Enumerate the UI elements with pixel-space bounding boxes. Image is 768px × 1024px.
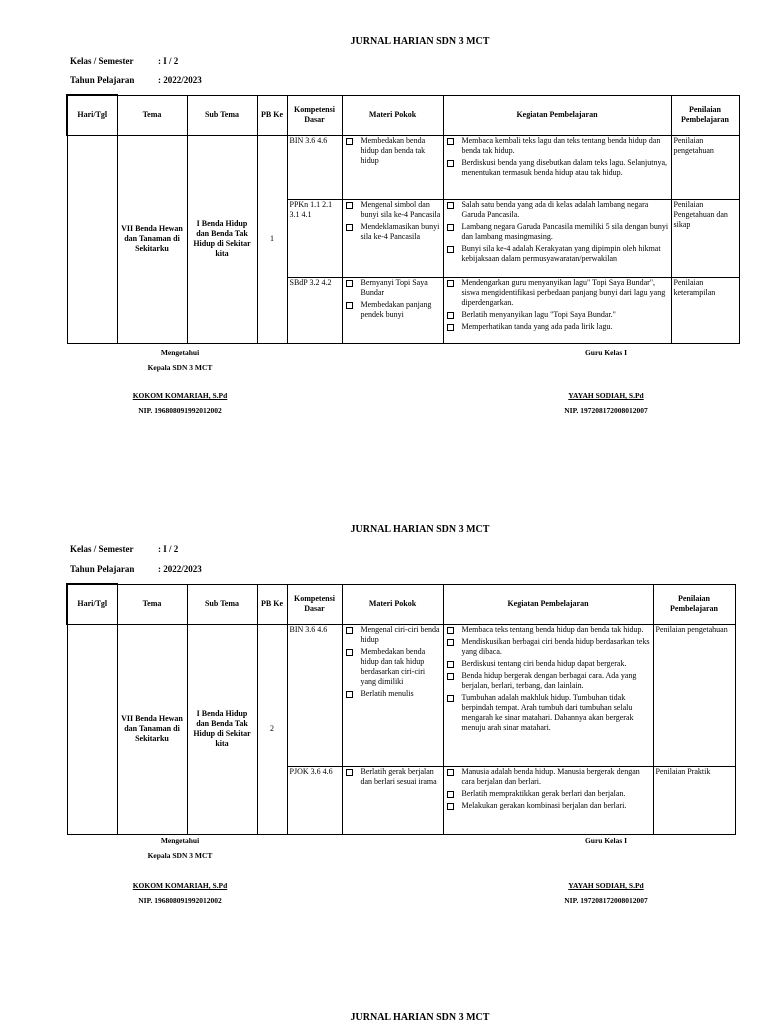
subtema-cell: I Benda Hidup dan Benda Tak Hidup di Sekitar kita [187, 624, 257, 834]
kegiatan-cell [443, 199, 671, 277]
penilaian-cell: Penilaian keterampilan [671, 277, 739, 343]
materi-cell [342, 766, 443, 834]
list-item: Mengenal ciri-ciri benda hidup [345, 625, 441, 645]
kepala-nip: NIP. 196808091992012002 [138, 896, 222, 905]
kepala-name: KOKOM KOMARIAH, S.Pd [132, 391, 228, 400]
kd-cell: BIN 3.6 4.6 [287, 135, 342, 199]
penilaian-cell: Penilaian Pengetahuan dan sikap [671, 199, 739, 277]
list-item: Membedakan benda hidup dan benda tak hidup [345, 136, 441, 166]
kegiatan-cell [443, 766, 653, 834]
kegiatan-cell [443, 135, 671, 199]
list-item: Mendiskusikan berbagai ciri benda hidup berdasarkan teks yang dibaca. [446, 637, 651, 657]
pb-cell: 1 [257, 135, 287, 343]
guru-name: YAYAH SODIAH, S.Pd [568, 391, 644, 400]
header-tema: Tema [117, 95, 187, 135]
kd-cell: PJOK 3.6 4.6 [287, 766, 342, 834]
tema-cell: VII Benda Hewan dan Tanaman di Sekitarku [117, 624, 187, 834]
subtema-cell: I Benda Hidup dan Benda Tak Hidup di Sekitar kita [187, 135, 257, 343]
list-item: Berlatih menyanyikan lagu "Topi Saya Bundar." [446, 310, 669, 320]
guru-name: YAYAH SODIAH, S.Pd [568, 881, 644, 890]
journal-2-title: JURNAL HARIAN SDN 3 MCT [350, 524, 490, 535]
mengetahui-label: Mengetahui [160, 348, 200, 357]
kd-cell: SBdP 3.2 4.2 [287, 277, 342, 343]
hari-cell [67, 135, 117, 343]
materi-cell [342, 199, 443, 277]
list-item: Membedakan panjang pendek bunyi [345, 300, 441, 320]
header-row [67, 584, 735, 624]
list-item: Membaca teks tentang benda hidup dan benda tak hidup. [446, 625, 651, 635]
journal-1-title: JURNAL HARIAN SDN 3 MCT [350, 36, 490, 47]
header-kegiatan: Kegiatan Pembelajaran [443, 95, 671, 135]
materi-cell [342, 624, 443, 766]
guru-label: Guru Kelas I [584, 836, 628, 845]
journal-2-tahun: Tahun Pelajaran : 2022/2023 [70, 564, 202, 574]
kepala-label: Kepala SDN 3 MCT [147, 363, 213, 372]
list-item: Lambang negara Garuda Pancasila memiliki 5 sila dengan bunyi dan lambang masingmasing. [446, 222, 669, 242]
list-item: Mendeklamasikan bunyi sila ke-4 Pancasila [345, 222, 441, 242]
header-kegiatan: Kegiatan Pembelajaran [443, 584, 653, 624]
table-row [67, 135, 739, 199]
header-subtema: Sub Tema [187, 95, 257, 135]
list-item: Bunyi sila ke-4 adalah Kerakyatan yang dipimpin oleh hikmat kebijaksaan dalam permusyawaratan/perwakilan [446, 244, 669, 264]
kegiatan-cell [443, 624, 653, 766]
list-item: Membaca kembali teks lagu dan teks tentang benda hidup dan benda tak hidup. [446, 136, 669, 156]
header-pb: PB Ke [257, 95, 287, 135]
header-pb: PB Ke [257, 584, 287, 624]
journal-2-kelas: Kelas / Semester : I / 2 [70, 544, 179, 554]
guru-nip: NIP. 197208172008012007 [564, 896, 648, 905]
list-item: Tumbuhan adalah makhluk hidup. Tumbuhan tidak berpindah tempat. Arah tumbuh dari tumbuhan selalu mengarah ke sinar matahari. Dahannya akan bergerak menuju arah sinar matahari. [446, 693, 651, 733]
journal-1-table [66, 94, 740, 344]
materi-cell [342, 135, 443, 199]
penilaian-cell: Penilaian pengetahuan [653, 624, 735, 766]
list-item: Berdiskusi benda yang disebutkan dalam teks lagu. Selanjutnya, menentukan termasuk benda hidup atau tak hidup. [446, 158, 669, 178]
header-kd: Kompetensi Dasar [287, 95, 342, 135]
list-item: Membedakan benda hidup dan tak hidup berdasarkan ciri-ciri yang dimiliki [345, 647, 441, 687]
header-kd: Kompetensi Dasar [287, 584, 342, 624]
pb-cell: 2 [257, 624, 287, 834]
list-item: Manusia adalah benda hidup. Manusia bergerak dengan cara berjalan dan berlari. [446, 767, 651, 787]
header-penilaian: Penilaian Pembelajaran [653, 584, 735, 624]
journal-2-table [66, 583, 736, 835]
list-item: Memperhatikan tanda yang ada pada lirik lagu. [446, 322, 669, 332]
list-item: Melakukan gerakan kombinasi berjalan dan berlari. [446, 801, 651, 811]
list-item: Mengenal simbol dan bunyi sila ke-4 Pancasila [345, 200, 441, 220]
header-tema: Tema [117, 584, 187, 624]
kepala-nip: NIP. 196808091992012002 [138, 406, 222, 415]
table-row [67, 624, 735, 766]
penilaian-cell: Penilaian Praktik [653, 766, 735, 834]
journal-1-tahun: Tahun Pelajaran : 2022/2023 [70, 75, 202, 85]
journal-1-kelas: Kelas / Semester : I / 2 [70, 56, 179, 66]
list-item: Berdiskusi tentang ciri benda hidup dapat bergerak. [446, 659, 651, 669]
list-item: Benda hidup bergerak dengan berbagai cara. Ada yang berjalan, berlari, terbang, dan lainlain. [446, 671, 651, 691]
materi-cell [342, 277, 443, 343]
header-row [67, 95, 739, 135]
kepala-label: Kepala SDN 3 MCT [147, 851, 213, 860]
header-materi: Materi Pokok [342, 95, 443, 135]
kepala-name: KOKOM KOMARIAH, S.Pd [132, 881, 228, 890]
kegiatan-cell [443, 277, 671, 343]
kd-cell: BIN 3.6 4.6 [287, 624, 342, 766]
hari-cell [67, 624, 117, 834]
header-subtema: Sub Tema [187, 584, 257, 624]
list-item: Mendengarkan guru menyanyikan lagu" Topi Saya Bundar", siswa mengidentifikasi perbedaan panjang bunyi dari lagu yang diperdengarkan. [446, 278, 669, 308]
list-item: Salah satu benda yang ada di kelas adalah lambang negara Garuda Pancasila. [446, 200, 669, 220]
penilaian-cell: Penilaian pengetahuan [671, 135, 739, 199]
header-hari: Hari/Tgl [67, 584, 117, 624]
kd-cell: PPKn 1.1 2.1 3.1 4.1 [287, 199, 342, 277]
tema-cell: VII Benda Hewan dan Tanaman di Sekitarku [117, 135, 187, 343]
header-hari: Hari/Tgl [67, 95, 117, 135]
list-item: Bernyanyi Topi Saya Bundar [345, 278, 441, 298]
guru-label: Guru Kelas I [584, 348, 628, 357]
guru-nip: NIP. 197208172008012007 [564, 406, 648, 415]
header-materi: Materi Pokok [342, 584, 443, 624]
mengetahui-label: Mengetahui [160, 836, 200, 845]
list-item: Berlatih mempraktikkan gerak berlari dan berjalan. [446, 789, 651, 799]
header-penilaian: Penilaian Pembelajaran [671, 95, 739, 135]
journal-3-title: JURNAL HARIAN SDN 3 MCT [350, 1012, 490, 1023]
list-item: Berlatih menulis [345, 689, 441, 699]
list-item: Berlatih gerak berjalan dan berlari sesuai irama [345, 767, 441, 787]
